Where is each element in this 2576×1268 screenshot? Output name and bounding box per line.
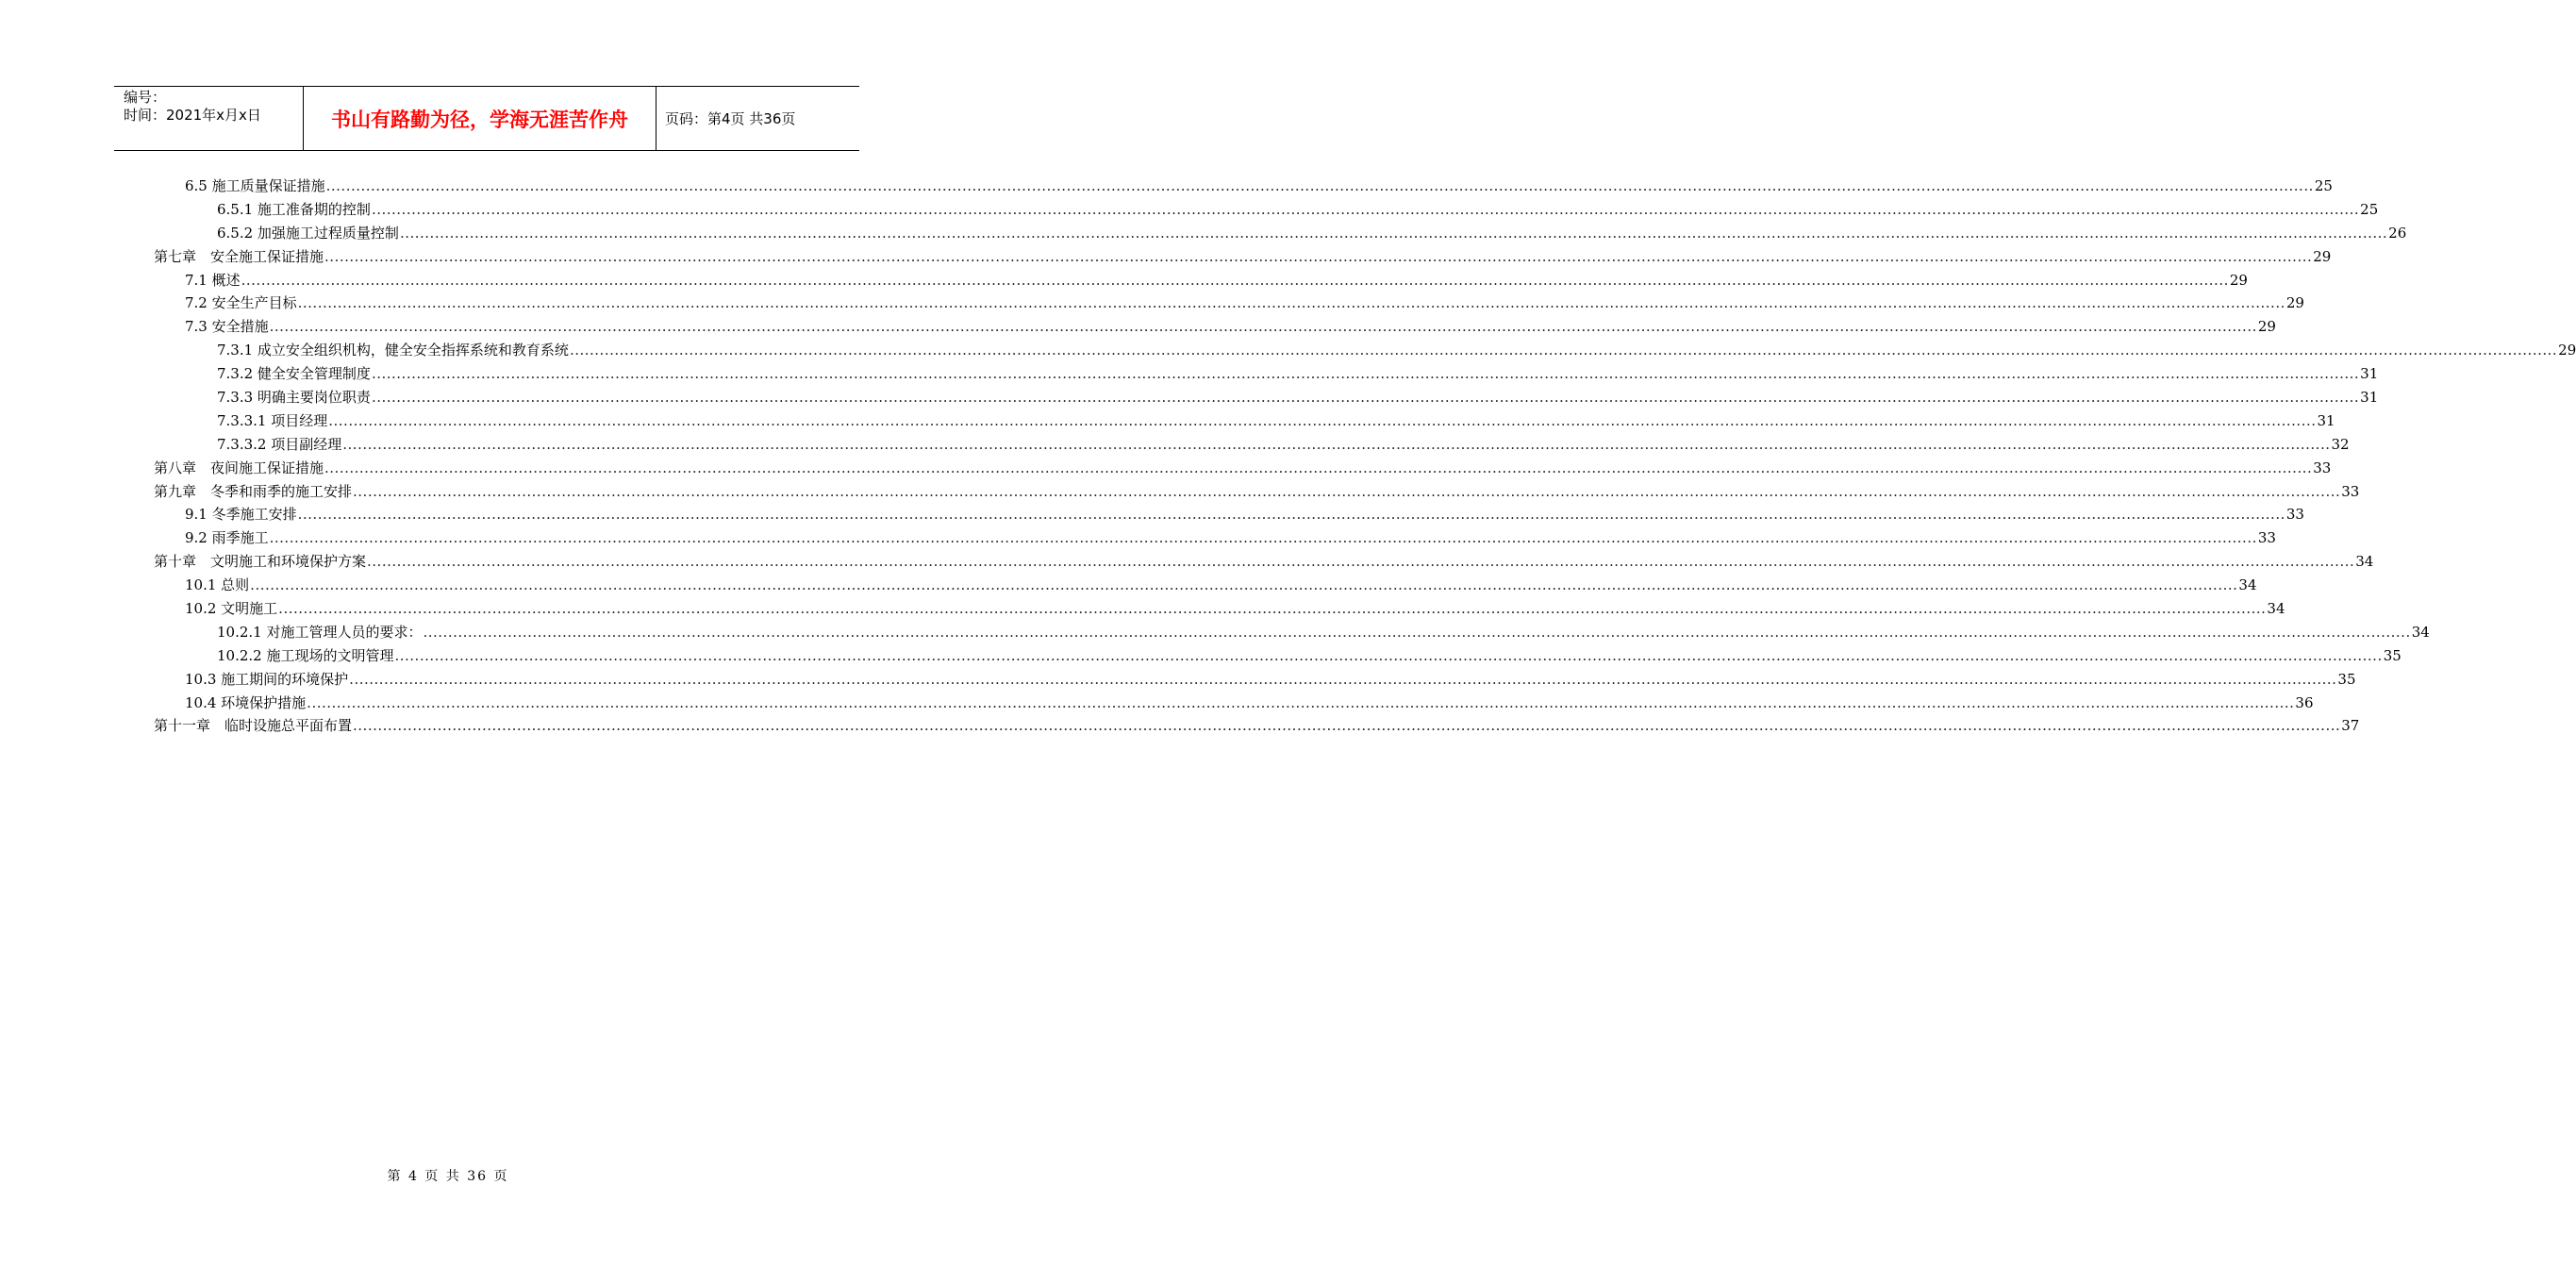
toc-entry-title: 6.5.1 施工准备期的控制 [217,200,371,218]
toc-entry-page-number: 34 [2238,576,2257,594]
header-page-info: 页码：第4页 共36页 [665,110,796,127]
toc-entry-title: 7.3.3 明确主要岗位职责 [217,389,371,407]
toc-entry[interactable] [154,340,2576,363]
toc-entry[interactable] [154,645,2401,669]
toc-entry-page-number: 25 [2314,177,2333,194]
toc-entry-title: 7.2 安全生产目标 [185,294,297,312]
toc-entry-title: 7.3.2 健全安全管理制度 [217,365,371,383]
toc-entry-title: 7.3.1 成立安全组织机构，健全安全指挥系统和教育系统 [217,342,569,359]
toc-entry[interactable] [154,481,2360,505]
toc-entry[interactable] [154,246,2332,270]
toc-entry-title: 7.3.3.1 项目经理 [217,411,328,429]
toc-entry-title: 10.2.1 对施工管理人员的要求： [217,623,423,641]
toc-entry-title: 10.2.2 施工现场的文明管理 [217,646,394,664]
toc-entry-page-number: 33 [2313,459,2332,476]
toc-entry[interactable] [154,270,2248,293]
toc-entry-page-number: 32 [2331,435,2350,453]
toc-entry-page-number: 33 [2285,506,2304,524]
toc-entry[interactable] [154,575,2257,598]
toc-dot-leader: ................................................................................................................................................................................................................................................................................................................................................................................................................ [423,623,2411,641]
toc-dot-leader: ................................................................................................................................................................................................................................................................................................................................................................................................................ [241,271,2229,289]
toc-entry[interactable] [154,527,2276,551]
document-time-label: 时间：2021年x月x日 [124,107,261,124]
toc-entry-title: 10.3 施工期间的环境保护 [185,670,349,688]
toc-entry-title: 6.5.2 加强施工过程质量控制 [217,224,399,242]
toc-entry-page-number: 31 [2360,365,2379,383]
toc-dot-leader: ................................................................................................................................................................................................................................................................................................................................................................................................................ [371,200,2360,218]
toc-entry[interactable] [154,551,2374,575]
toc-entry-page-number: 26 [2388,224,2407,242]
toc-entry-title: 第九章 冬季和雨季的施工安排 [154,482,353,500]
toc-entry-title: 9.1 冬季施工安排 [185,506,297,524]
toc-entry[interactable] [154,504,2304,527]
toc-entry-page-number: 33 [2257,529,2276,547]
toc-dot-leader: ................................................................................................................................................................................................................................................................................................................................................................................................................ [307,693,2295,711]
toc-dot-leader: ................................................................................................................................................................................................................................................................................................................................................................................................................ [399,224,2388,242]
toc-dot-leader: ................................................................................................................................................................................................................................................................................................................................................................................................................ [353,482,2341,500]
toc-entry-page-number: 34 [2267,600,2285,618]
toc-entry[interactable] [154,175,2333,199]
toc-dot-leader: ................................................................................................................................................................................................................................................................................................................................................................................................................ [353,717,2341,735]
toc-entry[interactable] [154,715,2360,739]
toc-dot-leader: ................................................................................................................................................................................................................................................................................................................................................................................................................ [250,576,2238,594]
toc-entry[interactable] [154,363,2379,387]
toc-entry-page-number: 29 [2285,294,2304,312]
toc-dot-leader: ................................................................................................................................................................................................................................................................................................................................................................................................................ [278,600,2267,618]
toc-dot-leader: ................................................................................................................................................................................................................................................................................................................................................................................................................ [328,411,2317,429]
toc-entry[interactable] [154,622,2430,645]
toc-entry-title: 7.3 安全措施 [185,318,269,336]
toc-entry[interactable] [154,199,2379,223]
page-header [114,86,859,151]
toc-entry-page-number: 35 [2383,646,2401,664]
toc-entry-title: 第七章 安全施工保证措施 [154,247,324,265]
toc-entry[interactable] [154,292,2304,316]
header-motto: 书山有路勤为径，学海无涯苦作舟 [304,87,656,150]
toc-entry[interactable] [154,316,2276,340]
toc-entry-title: 第十一章 临时设施总平面布置 [154,717,353,735]
toc-entry-page-number: 36 [2295,693,2314,711]
toc-dot-leader: ................................................................................................................................................................................................................................................................................................................................................................................................................ [324,247,2313,265]
toc-dot-leader: ................................................................................................................................................................................................................................................................................................................................................................................................................ [342,435,2331,453]
toc-entry-title: 7.1 概述 [185,271,241,289]
toc-entry[interactable] [154,669,2356,692]
toc-entry-title: 第八章 夜间施工保证措施 [154,459,324,476]
toc-entry-title: 6.5 施工质量保证措施 [185,177,325,194]
toc-entry[interactable] [154,598,2285,622]
toc-dot-leader: ................................................................................................................................................................................................................................................................................................................................................................................................................ [269,318,2257,336]
toc-dot-leader: ................................................................................................................................................................................................................................................................................................................................................................................................................ [349,670,2337,688]
toc-dot-leader: ................................................................................................................................................................................................................................................................................................................................................................................................................ [371,389,2360,407]
toc-entry-page-number: 29 [2229,271,2248,289]
document-number-label: 编号： [124,89,167,106]
toc-entry[interactable] [154,434,2350,458]
toc-dot-leader: ................................................................................................................................................................................................................................................................................................................................................................................................................ [297,506,2285,524]
toc-dot-leader: ................................................................................................................................................................................................................................................................................................................................................................................................................ [394,646,2383,664]
toc-entry-page-number: 29 [2558,342,2576,359]
toc-dot-leader: ................................................................................................................................................................................................................................................................................................................................................................................................................ [325,177,2314,194]
toc-entry-title: 10.1 总则 [185,576,250,594]
toc-entry[interactable] [154,223,2407,246]
toc-entry-page-number: 34 [2411,623,2430,641]
toc-entry-title: 7.3.3.2 项目副经理 [217,435,342,453]
toc-dot-leader: ................................................................................................................................................................................................................................................................................................................................................................................................................ [569,342,2558,359]
toc-entry-page-number: 35 [2337,670,2356,688]
toc-entry[interactable] [154,692,2314,716]
table-of-contents [154,175,2576,739]
toc-entry-title: 10.4 环境保护措施 [185,693,307,711]
toc-entry-title: 第十章 文明施工和环境保护方案 [154,553,367,571]
toc-dot-leader: ................................................................................................................................................................................................................................................................................................................................................................................................................ [367,553,2355,571]
page-footer: 第 4 页 共 36 页 [387,1169,509,1184]
toc-entry-page-number: 34 [2355,553,2374,571]
toc-entry-page-number: 37 [2341,717,2360,735]
toc-entry[interactable] [154,410,2335,434]
toc-entry-title: 9.2 雨季施工 [185,529,269,547]
toc-entry[interactable] [154,458,2332,481]
toc-entry-page-number: 29 [2257,318,2276,336]
toc-entry-page-number: 31 [2360,389,2379,407]
toc-entry-page-number: 25 [2360,200,2379,218]
toc-entry-page-number: 29 [2313,247,2332,265]
toc-dot-leader: ................................................................................................................................................................................................................................................................................................................................................................................................................ [297,294,2285,312]
toc-entry[interactable] [154,387,2379,410]
header-left-cell [114,87,304,150]
toc-dot-leader: ................................................................................................................................................................................................................................................................................................................................................................................................................ [269,529,2257,547]
toc-entry-title: 10.2 文明施工 [185,600,278,618]
toc-entry-page-number: 33 [2341,482,2360,500]
toc-dot-leader: ................................................................................................................................................................................................................................................................................................................................................................................................................ [371,365,2360,383]
toc-entry-page-number: 31 [2317,411,2335,429]
toc-dot-leader: ................................................................................................................................................................................................................................................................................................................................................................................................................ [324,459,2313,476]
